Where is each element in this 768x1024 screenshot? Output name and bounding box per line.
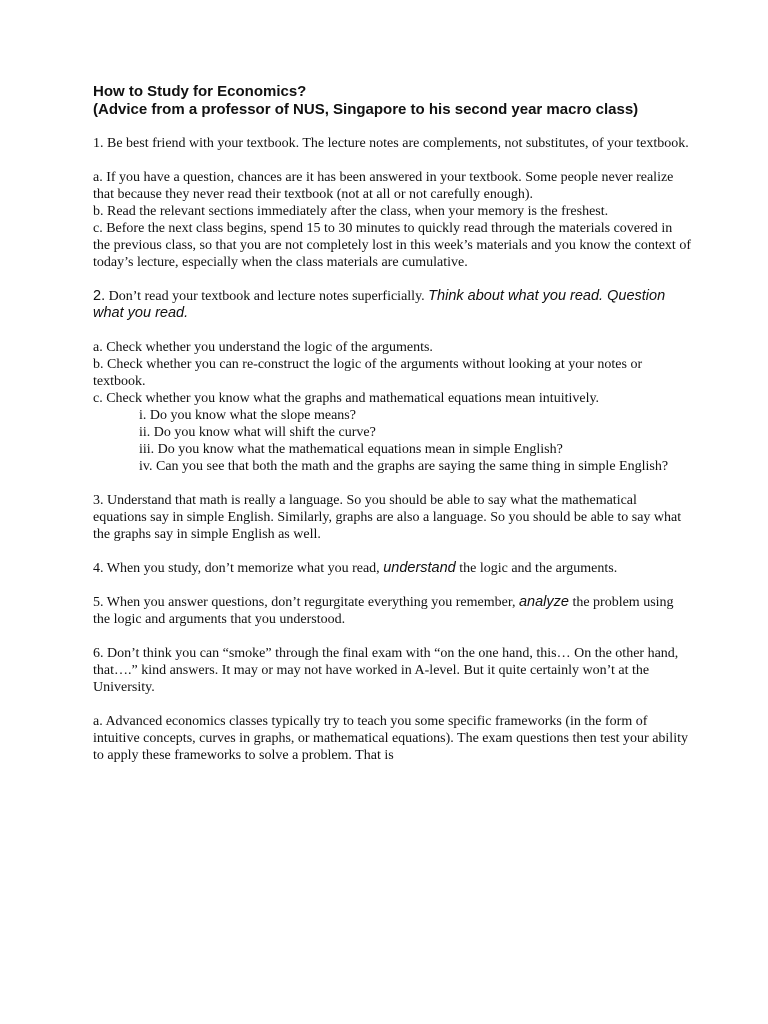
point-2-question-iii: iii. Do you know what the mathematical equations mean in simple English?	[139, 442, 563, 457]
point-1-sub-a: a. If you have a question, chances are it has been answered in your textbook. Some people never realize that because they never read their textbook (not at all or not carefully enough).	[93, 170, 674, 202]
point-2	[93, 288, 691, 322]
document-title	[93, 83, 691, 119]
point-2-number: 2.	[93, 288, 106, 304]
point-1-sub-b: b. Read the relevant sections immediately after the class, when your memory is the freshest.	[93, 204, 609, 219]
point-2-text: Don’t read your textbook and lecture notes superficially.	[105, 289, 429, 304]
point-2-question-ii: ii. Do you know what will shift the curve?	[139, 425, 376, 440]
point-6-sub-a: a. Advanced economics classes typically try to teach you some specific frameworks (in the form of intuitive concepts, curves in graphs, or mathematical equations). The exam questions then test your ability to apply these frameworks to solve a problem. That is	[93, 714, 688, 763]
point-5-after: the problem using the logic and arguments that you understood.	[93, 595, 674, 627]
point-4-before: 4. When you study, don’t memorize what you read,	[93, 561, 384, 576]
point-5	[93, 594, 691, 628]
point-5-emphasis: analyze	[518, 594, 569, 610]
point-2-question-iv: iv. Can you see that both the math and the graphs are saying the same thing in simple English?	[139, 459, 669, 474]
document-page	[93, 83, 691, 764]
point-2-question-i: i. Do you know what the slope means?	[139, 408, 356, 423]
title-line-2: (Advice from a professor of NUS, Singapore to his second year macro class)	[93, 101, 639, 118]
point-3: 3. Understand that math is really a language. So you should be able to say what the mathematical equations say in simple English. Similarly, graphs are also a language. So you should be able to say what the graphs say in simple English as well.	[93, 493, 682, 542]
title-line-1: How to Study for Economics?	[93, 83, 307, 100]
point-6: 6. Don’t think you can “smoke” through the final exam with “on the one hand, this… On the other hand, that….” kind answers. It may or may not have worked in A-level. But it quite certainly won’t at the University.	[93, 646, 679, 695]
point-1-sub-c: c. Before the next class begins, spend 15 to 30 minutes to quickly read through the materials covered in the previous class, so that you are not completely lost in this week’s materials and you know the context of today’s lecture, especially when the class materials are cumulative.	[93, 221, 691, 270]
point-4-after: the logic and the arguments.	[455, 561, 618, 576]
point-4-emphasis: understand	[383, 560, 456, 576]
point-5-before: 5. When you answer questions, don’t regurgitate everything you remember,	[93, 595, 519, 610]
point-4	[93, 560, 691, 577]
point-2-emphasis: Think about what you read. Question what you read.	[93, 288, 666, 321]
point-2-sub-c: c. Check whether you know what the graphs and mathematical equations mean intuitively.	[93, 391, 600, 406]
point-2-sub-b: b. Check whether you can re-construct the logic of the arguments without looking at your notes or textbook.	[93, 357, 643, 389]
point-2-sub-a: a. Check whether you understand the logic of the arguments.	[93, 340, 433, 355]
point-1: 1. Be best friend with your textbook. The lecture notes are complements, not substitutes, of your textbook.	[93, 136, 689, 151]
